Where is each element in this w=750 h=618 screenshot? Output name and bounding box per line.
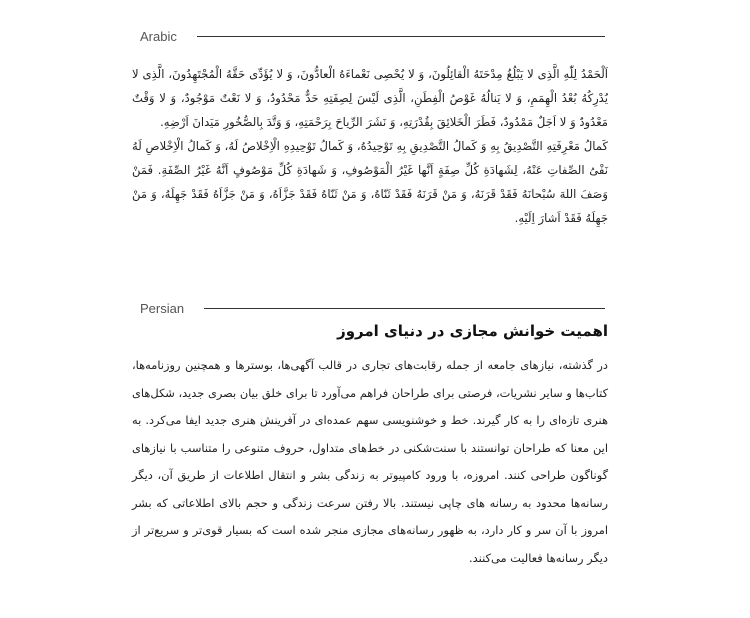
arabic-text-block — [132, 62, 608, 230]
arabic-section-label: Arabic — [140, 28, 177, 44]
persian-article-title: اهمیت خوانش مجازی در دنیای امروز — [337, 322, 608, 340]
arabic-paragraph-2: کَمالُ مَعْرِفَتِهِ التَّصْدِیقُ بِهِ وَ کَمالُ التَّصْدِیقِ بِهِ تَوْحِیدُهُ، وَ کَمالُ تَوْحِیدِهِ الْاِخْلاصُ لَهُ، وَ کَمالُ الْاِخْلاصِ لَهُ نَفْیُ الصِّفاتِ عَنْهُ، لِشَهادَةِ کُلِّ صِفَةٍ اَنَّها غَیْرُ الْمَوْصُوفِ، وَ شَهادَةِ کُلِّ مَوْصُوفٍ اَنَّهُ غَیْرُ الصِّفَةِ. فَمَنْ وَصَفَ اللهَ سُبْحانَهُ فَقَدْ قَرَنَهُ، وَ مَنْ قَرَنَهُ فَقَدْ ثَنّاهُ، وَ مَنْ ثَنّاهُ فَقَدْ جَزَّاَهُ، وَ مَنْ جَزَّاَهُ فَقَدْ جَهِلَهُ، وَ مَنْ جَهِلَهُ فَقَدْ اَشارَ اِلَیْهِ. — [132, 139, 608, 225]
persian-section-header — [140, 298, 605, 318]
persian-section-label: Persian — [140, 300, 185, 316]
persian-text-block — [132, 320, 608, 572]
arabic-section-header — [140, 26, 605, 46]
persian-paragraph-1: در گذشته، نیازهای جامعه از جمله رقابت‌های تجاری در قالب آگهی‌ها، بوسترها و همچنین روزنامه‌ها، کتاب‌ها و سایر نشریات، فرصتی برای طراحان فراهم می‌آورد تا برای خلق بیان بصری جدید، شکل‌های هنری تازه‌ای را به کار گیرند. خط و خوشنویسی سهم عمده‌ای در آفرینش هنری جدید ایفا می‌کرد. به این معنا که طراحان توانستند با سنت‌شکنی در خط‌های متداول، حروف متنوعی را متناسب با نیازهای گوناگون طراحی کنند. امروزه، با ورود کامپیوتر به زندگی بشر و انتقال اطلاعات از طریق آن، دیگر رسانه‌ها محدود به رسانه های چاپی نیستند. بالا رفتن سرعت زندگی و حجم بالای اطلاعاتی که بشر امروز با آن سر و کار دارد، به ظهور رسانه‌های مجازی منجر شده است که بسیار قوی‌تر و سریع‌تر از دیگر رسانه‌ها فعالیت می‌کنند. — [132, 358, 608, 565]
persian-section-divider — [204, 308, 605, 309]
arabic-paragraph-1: اَلْحَمْدُ لِلّٰهِ الَّذِی لا یَبْلُغُ مِدْحَتَهُ الْقائِلُونَ، وَ لا یُحْصِی نَعْماءَهُ الْعادُّونَ، وَ لا یُؤَدِّی حَقَّهُ الْمُجْتَهِدُونَ، الَّذِی لا یُدْرِکُهُ بُعْدُ الْهِمَمِ، وَ لا یَنالُهُ غَوْصُ الْفِطَنِ، الَّذِی لَیْسَ لِصِفَتِهِ حَدٌّ مَحْدُودٌ، وَ لا نَعْتٌ مَوْجُودٌ، وَ لا وَقْتٌ مَعْدُودٌ وَ لا اَجَلٌ مَمْدُودٌ، فَطَرَ الْخَلائِقَ بِقُدْرَتِهِ، وَ نَشَرَ الرِّیاحَ بِرَحْمَتِهِ، وَ وَتَّدَ بِالصُّخُورِ مَیَدانَ اَرْضِهِ. — [132, 67, 608, 129]
arabic-section-divider — [197, 36, 605, 37]
